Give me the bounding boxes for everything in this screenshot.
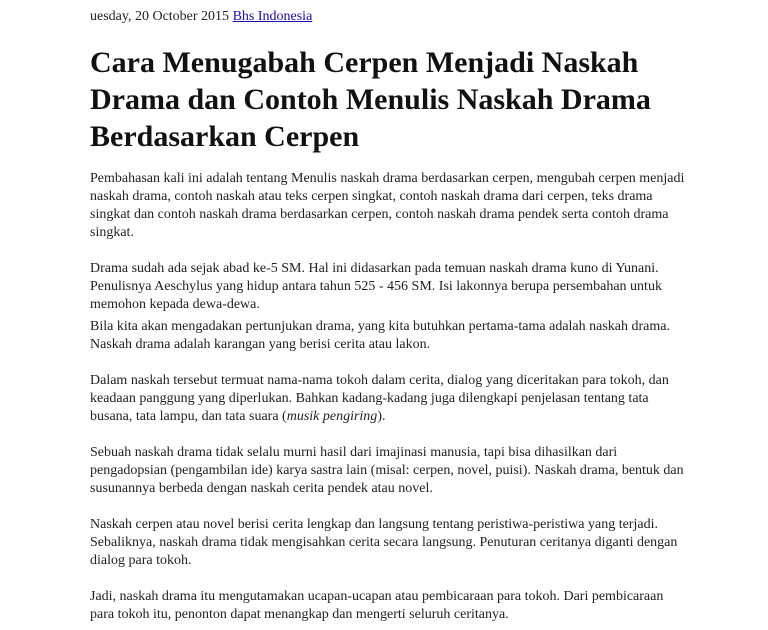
article-body (90, 170, 690, 624)
paragraph-kesimpulan: Jadi, naskah drama itu mengutamakan ucapan-ucapan atau pembicaraan para tokoh. Dari pembicaraan para tokoh itu, penonton dapat menangkap dan mengerti seluruh ceritanya. (90, 589, 664, 622)
paragraph-intro: Pembahasan kali ini adalah tentang Menulis naskah drama berdasarkan cerpen, mengubah cerpen menjadi naskah drama, contoh naskah atau teks cerpen singkat, contoh naskah drama dari cerpen, teks drama singkat dan contoh naskah drama berdasarkan cerpen, contoh naskah drama pendek serta contoh drama singkat. (90, 171, 685, 240)
isi-naskah-text: Dalam naskah tersebut termuat nama-nama tokoh dalam cerita, dialog yang diceritakan para tokoh, dan keadaan panggung yang diperlukan. Bahkan kadang-kadang juga dilengkapi penjelasan tentang tata busana, tata lampu, dan tata suara ( (90, 373, 669, 424)
isi-naskah-end: ). (377, 409, 386, 424)
paragraph-perbedaan: Naskah cerpen atau novel berisi cerita lengkap dan langsung tentang peristiwa-peristiwa yang terjadi. Sebaliknya, naskah drama tidak mengisahkan cerita secara langsung. Penuturan ceritanya diganti dengan dialog para tokoh. (90, 517, 678, 568)
article-title: Cara Menugabah Cerpen Menjadi Naskah Drama dan Contoh Menulis Naskah Drama Berdasarkan Cerpen (90, 46, 651, 153)
paragraph-adaptasi: Sebuah naskah drama tidak selalu murni hasil dari imajinasi manusia, tapi bisa dihasilkan dari pengadopsian (pengambilan ide) karya sastra lain (misal: cerpen, novel, puisi). Naskah drama, bentuk dan susunannya berbeda dengan naskah cerita pendek atau novel. (90, 445, 684, 496)
category-link[interactable]: Bhs Indonesia (232, 9, 313, 24)
isi-naskah-italic: musik pengiring (286, 409, 378, 424)
paragraph-pertunjukan: Bila kita akan mengadakan pertunjukan drama, yang kita butuhkan pertama-tama adalah naskah drama. Naskah drama adalah karangan yang berisi cerita atau lakon. (90, 319, 670, 352)
paragraph-isi-naskah (90, 372, 690, 426)
paragraph-history: Drama sudah ada sejak abad ke-5 SM. Hal ini didasarkan pada temuan naskah drama kuno di Yunani. Penulisnya Aeschylus yang hidup antara tahun 525 - 456 SM. Isi lakonnya berupa persembahan untuk memohon kepada dewa-dewa. (90, 261, 662, 312)
post-date: uesday, 20 October 2015 (90, 9, 230, 24)
post-meta (90, 8, 312, 26)
